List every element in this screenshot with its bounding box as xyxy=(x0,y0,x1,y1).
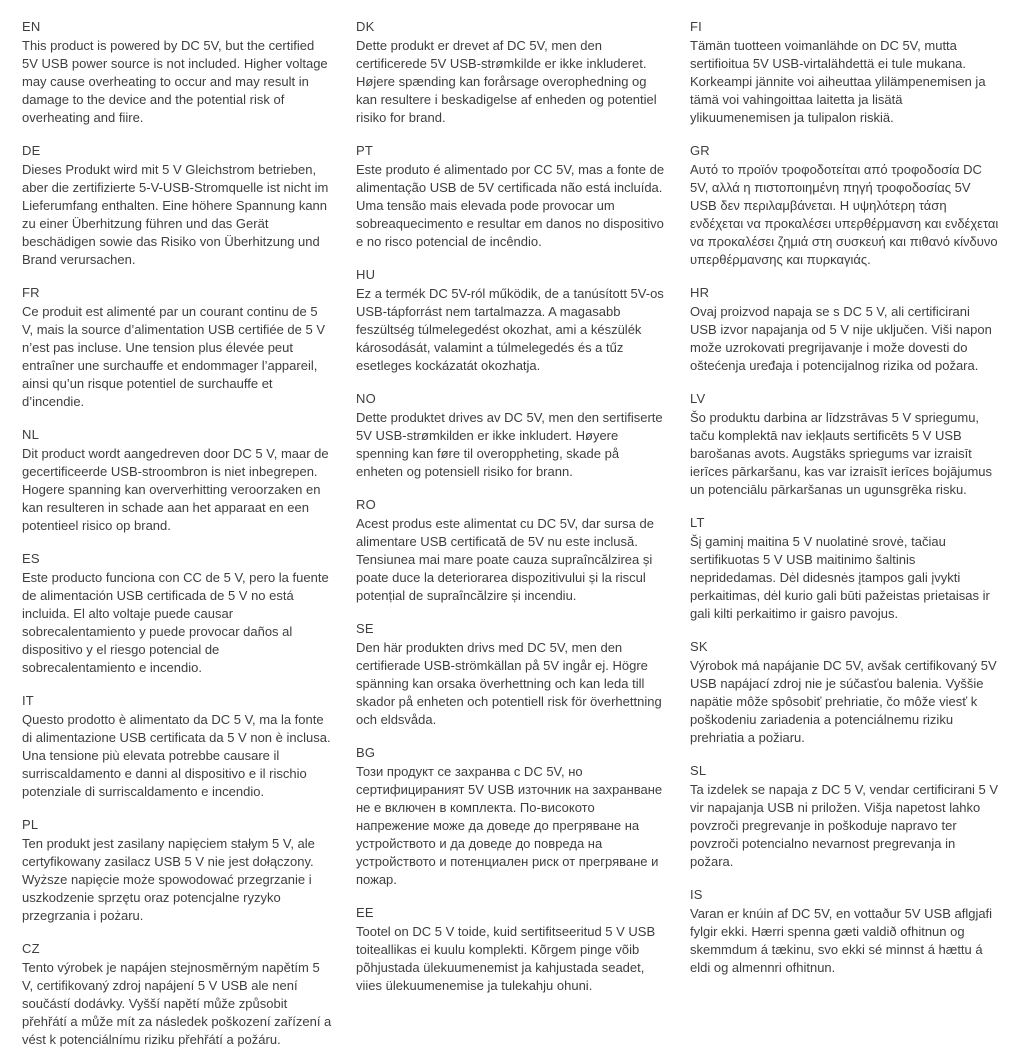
language-code: BG xyxy=(356,745,376,760)
language-section-sl xyxy=(690,762,1000,871)
column-right xyxy=(690,18,1000,1014)
language-section-gr xyxy=(690,142,1000,269)
language-text: Dette produktet drives av DC 5V, men den sertifiserte 5V USB-strømkilden er ikke inkludert. Høyere spenning kan føre til overoppheting, skade på enheten og potensiell risiko for brann. xyxy=(356,410,663,479)
language-code: SK xyxy=(690,639,708,654)
language-code: PT xyxy=(356,143,374,158)
language-code: LV xyxy=(690,391,706,406)
language-code: CZ xyxy=(22,941,40,956)
language-code: SE xyxy=(356,621,374,636)
language-text: Výrobok má napájanie DC 5V, avšak certifikovaný 5V USB napájací zdroj nie je súčasťou balenia. Vyššie napätie môže spôsobiť prehriatie, čo môže viesť k poškodeniu zariadenia a potenciálnemu riziku prehriatia a požiaru. xyxy=(690,658,997,745)
language-section-es xyxy=(22,550,332,677)
language-text: Šo produktu darbina ar līdzstrāvas 5 V spriegumu, taču komplektā nav iekļauts sertificēts 5 V USB barošanas avots. Augstāks spriegums var izraisīt ierīces pārkaršanu, kas var izraisīt ierīces bojājumus un potenciālu pārkaršanas un ugunsgrēka risku. xyxy=(690,410,993,497)
language-text: Este produto é alimentado por CC 5V, mas a fonte de alimentação USB de 5V certificada não está incluída. Uma tensão mais elevada pode provocar um sobreaquecimento e resultar em danos no dispositivo e no risco potencial de incêndio. xyxy=(356,162,665,249)
language-text: Acest produs este alimentat cu DC 5V, dar sursa de alimentare USB certificată de 5V nu este inclusă. Tensiunea mai mare poate cauza supraîncălzirea și poate duce la deteriorarea dispozitivului și la riscul potențial de supraîncălzire și incendiu. xyxy=(356,516,654,603)
language-text: Ten produkt jest zasilany napięciem stałym 5 V, ale certyfikowany zasilacz USB 5 V nie jest dołączony. Wyższe napięcie może spowodować przegrzanie i uszkodzenie sprzętu oraz potencjalne ryzyko przegrzania i pożaru. xyxy=(22,836,315,923)
language-section-pt xyxy=(356,142,666,251)
language-code: DK xyxy=(356,19,375,34)
language-code: HU xyxy=(356,267,376,282)
language-section-ro xyxy=(356,496,666,605)
language-text: Ez a termék DC 5V-ról működik, de a tanúsított 5V-os USB-tápforrást nem tartalmazza. A magasabb feszültség túlmelegedést okozhat, ami a készülék károsodását, valamint a túlmelegedés és a tűz esetleges kockázatát okozhatja. xyxy=(356,286,664,373)
language-code: NO xyxy=(356,391,376,406)
language-section-pl xyxy=(22,816,332,925)
language-section-cz xyxy=(22,940,332,1049)
language-section-it xyxy=(22,692,332,801)
language-section-fr xyxy=(22,284,332,411)
language-text: Tootel on DC 5 V toide, kuid sertifitseeritud 5 V USB toiteallikas ei kuulu komplekti. Kõrgem pinge võib põhjustada ülekuumenemist ja kahjustada seadet, viies ülekuumenemise ja tulekahju ohuni. xyxy=(356,924,656,993)
language-section-bg xyxy=(356,744,666,889)
language-section-de xyxy=(22,142,332,269)
language-code: ES xyxy=(22,551,40,566)
language-text: Este producto funciona con CC de 5 V, pero la fuente de alimentación USB certificada de 5 V no está incluida. El alto voltaje puede causar sobrecalentamiento y puede provocar daños al dispositivo y el riesgo potencial de sobrecalentamiento e incendio. xyxy=(22,570,329,675)
language-section-se xyxy=(356,620,666,729)
language-section-nl xyxy=(22,426,332,535)
language-text: This product is powered by DC 5V, but the certified 5V USB power source is not included. Higher voltage may cause overheating to occur and may result in damage to the device and the potential risk of overheating and fiire. xyxy=(22,38,328,125)
language-text: Αυτό το προϊόν τροφοδοτείται από τροφοδοσία DC 5V, αλλά η πιστοποιημένη πηγή τροφοδοσίας 5V USB δεν περιλαμβάνεται. Η υψηλότερη τάση ενδέχεται να προκαλέσει υπερθέρμανση και ενδέχεται να προκαλέσει ζημιά στη συσκευή και πιθανό κίνδυνο υπερθέρμανσης και πυρκαγιάς. xyxy=(690,162,999,267)
language-text: Този продукт се захранва с DC 5V, но сертифицираният 5V USB източник на захранване не е включен в комплекта. По-високото напрежение може да доведе до прегряване на устройството и да доведе до повреда на устройството и потенциален риск от прегряване и пожар. xyxy=(356,764,663,887)
language-text: Tämän tuotteen voimanlähde on DC 5V, mutta sertifioitua 5V USB-virtalähdettä ei tule mukana. Korkeampi jännite voi aiheuttaa ylilämpenemisen ja tämä voi vahingoittaa laitetta ja lisätä ylikuumenemisen ja tulipalon riskiä. xyxy=(690,38,986,125)
language-text: Dieses Produkt wird mit 5 V Gleichstrom betrieben, aber die zertifizierte 5-V-USB-Stromquelle ist nicht im Lieferumfang enthalten. Eine höhere Spannung kann zu einer Überhitzung führen und das Gerät beschädigen sowie das Risiko von Überhitzung und Brand verursachen. xyxy=(22,162,329,267)
language-code: FR xyxy=(22,285,40,300)
language-text: Šį gaminį maitina 5 V nuolatinė srovė, tačiau sertifikuotas 5 V USB maitinimo šaltinis nepridedamas. Dėl didesnės įtampos gali įvykti perkaitimas, dėl kurio gali būti pažeistas prietaisas ir gali kilti perkaitimo ir gaisro pavojus. xyxy=(690,534,990,621)
language-section-no xyxy=(356,390,666,481)
language-code: EN xyxy=(22,19,41,34)
language-section-is xyxy=(690,886,1000,977)
language-code: RO xyxy=(356,497,376,512)
language-code: HR xyxy=(690,285,710,300)
language-text: Den här produkten drivs med DC 5V, men den certifierade USB-strömkällan på 5V ingår ej. Högre spänning kan orsaka överhettning och kan leda till skador på enheten och potentiell risk för överhettning och eldsvåda. xyxy=(356,640,662,727)
language-text: Questo prodotto è alimentato da DC 5 V, ma la fonte di alimentazione USB certificata da 5 V non è inclusa. Una tensione più elevata potrebbe causare il surriscaldamento e danni al dispositivo e il rischio potenziale di surriscaldamento e incendio. xyxy=(22,712,331,799)
language-section-dk xyxy=(356,18,666,127)
language-code: NL xyxy=(22,427,40,442)
column-middle xyxy=(356,18,666,1014)
language-section-fi xyxy=(690,18,1000,127)
column-left xyxy=(22,18,332,1047)
language-section-lt xyxy=(690,514,1000,623)
language-text: Varan er knúin af DC 5V, en vottaður 5V USB aflgjafi fylgir ekki. Hærri spenna gæti valdið ofhitnun og skemmdum á tækinu, svo ekki sé minnst á hættu á eldi og almennri ofhitnun. xyxy=(690,906,993,975)
language-code: IS xyxy=(690,887,703,902)
language-code: IT xyxy=(22,693,34,708)
language-text: Dit product wordt aangedreven door DC 5 V, maar de gecertificeerde USB-stroombron is niet inbegrepen. Hogere spanning kan oververhitting veroorzaken en kan resulteren in schade aan het apparaat en een potentieel risico op brand. xyxy=(22,446,329,533)
language-code: PL xyxy=(22,817,39,832)
language-code: LT xyxy=(690,515,705,530)
language-section-sk xyxy=(690,638,1000,747)
language-text: Ovaj proizvod napaja se s DC 5 V, ali certificirani USB izvor napajanja od 5 V nije uključen. Viši napon može uzrokovati pregrijavanje i može dovesti do oštećenja uređaja i potencijalnog rizika od požara. xyxy=(690,304,992,373)
language-section-lv xyxy=(690,390,1000,499)
language-code: DE xyxy=(22,143,41,158)
language-section-hu xyxy=(356,266,666,375)
language-section-en xyxy=(22,18,332,127)
language-code: SL xyxy=(690,763,707,778)
language-text: Tento výrobek je napájen stejnosměrným napětím 5 V, certifikovaný zdroj napájení 5 V USB ale není součástí dodávky. Vyšší napětí může způsobit přehřátí a může mít za následek poškození zařízení a vést k potenciálnímu riziku přehřátí a požáru. xyxy=(22,960,332,1047)
language-code: EE xyxy=(356,905,374,920)
language-text: Dette produkt er drevet af DC 5V, men den certificerede 5V USB-strømkilde er ikke inkluderet. Højere spænding kan forårsage overophedning og kan resultere i beskadigelse af enheden og potentiel risiko for brand. xyxy=(356,38,657,125)
language-text: Ta izdelek se napaja z DC 5 V, vendar certificirani 5 V vir napajanja USB ni priložen. Višja napetost lahko povzroči pregrevanje in poškoduje napravo ter povzroči potencialno nevarnost pregrevanja in požara. xyxy=(690,782,999,869)
language-code: GR xyxy=(690,143,710,158)
language-section-ee xyxy=(356,904,666,995)
language-code: FI xyxy=(690,19,702,34)
language-section-hr xyxy=(690,284,1000,375)
language-text: Ce produit est alimenté par un courant continu de 5 V, mais la source d’alimentation USB certifiée de 5 V n’est pas incluse. Une tension plus élevée peut entraîner une surchauffe et endommager l’appareil, ainsi qu’un risque potentiel de surchauffe et d’incendie. xyxy=(22,304,326,409)
